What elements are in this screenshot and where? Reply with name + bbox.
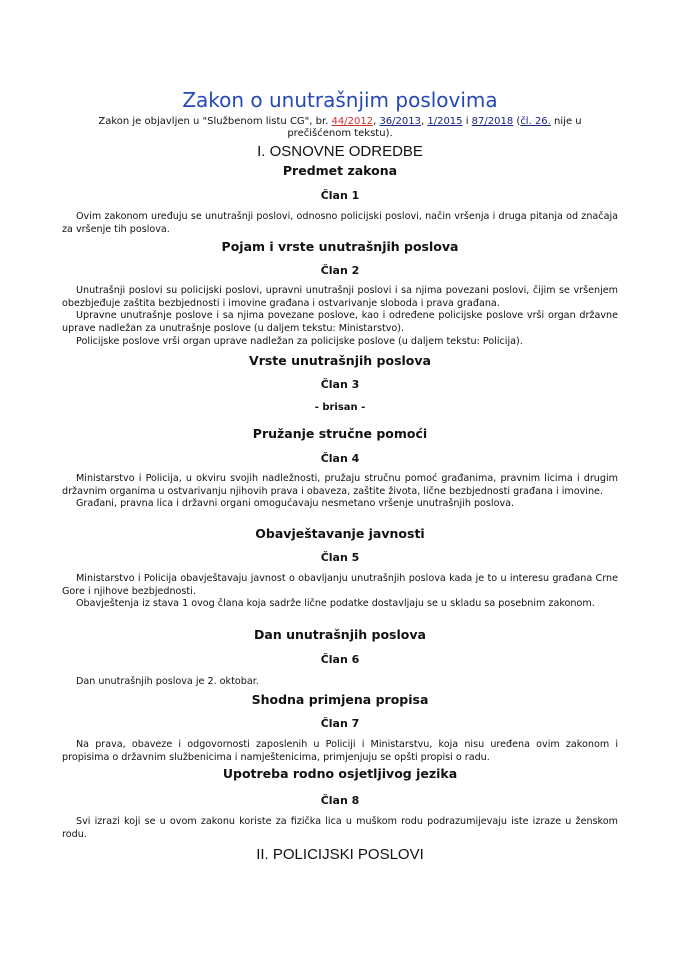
article-heading: Vrste unutrašnjih poslova [249, 353, 431, 368]
sep: , [373, 116, 380, 127]
paragraph: Unutrašnji poslovi su policijski poslovi, upravni unutrašnji poslovi i sa njima povezani poslovi, čijim se vršenjem obezbjeđuje zaštita bezbjednosti i imovine građana i ostvarivanje sloboda i prava građana. [62, 285, 618, 309]
article-number: Član 2 [320, 264, 360, 277]
article-heading: Shodna primjena propisa [251, 692, 429, 707]
gazette-link-2012[interactable]: 44/2012 [331, 116, 374, 127]
gazette-link-2013[interactable]: 36/2013 [379, 116, 421, 127]
sep: , [420, 116, 428, 127]
document-title: Zakon o unutrašnjim poslovima [182, 88, 498, 112]
article-number: Član 6 [320, 653, 360, 666]
paragraph: Dan unutrašnjih poslova je 2. oktobar. [76, 676, 259, 687]
article-body [62, 739, 618, 764]
article-heading: Obavještavanje javnosti [255, 526, 425, 541]
paragraph: Na prava, obaveze i odgovornosti zaposlenih u Policiji i Ministarstvu, koja nisu uređena ovim zakonom i propisima o državnim službenicima i namještenicima, primjenjuju se opšti propisi o radu. [62, 739, 618, 763]
article-number: Član 3 [320, 378, 360, 391]
paragraph: Ovim zakonom uređuju se unutrašnji poslovi, odnosno policijski poslovi, način vršenja i druga pitanja od značaja za vršenje tih poslova. [62, 211, 618, 235]
article-body [62, 573, 618, 611]
section-heading-1: I. OSNOVNE ODREDBE [257, 143, 423, 160]
publication-text: Zakon je objavljen u "Službenom listu CG", br. [98, 116, 332, 127]
article-heading: Pojam i vrste unutrašnjih poslova [221, 239, 459, 254]
sep: i [462, 116, 472, 127]
article-body [62, 676, 618, 689]
article-number: Član 1 [320, 189, 360, 202]
section-heading-2: II. POLICIJSKI POSLOVI [256, 846, 424, 863]
article-heading: Dan unutrašnjih poslova [254, 627, 426, 642]
sep: ( [513, 116, 521, 127]
article-26-link[interactable]: čl. 26. [520, 116, 551, 127]
gazette-link-2015[interactable]: 1/2015 [427, 116, 463, 127]
article-heading: Pružanje stručne pomoći [252, 426, 428, 441]
article-number: Član 5 [320, 551, 360, 564]
article-body [62, 473, 618, 511]
article-number: Član 7 [320, 717, 360, 730]
paragraph: Upravne unutrašnje poslove i sa njima povezane poslove, kao i određene policijske poslove vrši organ državne uprave nadležan za unutrašnje poslove (u daljem tekstu: Ministarstvo). [62, 310, 618, 335]
article-body [62, 816, 618, 841]
paragraph: Obavještenja iz stava 1 ovog člana koja sadrže lične podatke dostavljaju se u skladu sa posebnim zakonom. [76, 598, 595, 610]
article-heading: Predmet zakona [282, 163, 398, 178]
paragraph: Ministarstvo i Policija obavještavaju javnost o obavljanju unutrašnjih poslova kada je to u interesu građana Crne Gore i njihove bezbjednosti. [62, 573, 618, 597]
publication-note [70, 116, 610, 139]
article-body [62, 285, 618, 349]
paragraph: Ministarstvo i Policija, u okviru svojih nadležnosti, pružaju stručnu pomoć građanima, pravnim licima i drugim državnim organima u ostvarivanju njihovih prava i obaveza, zaštite života, lične bezbjednosti građana i imovine. [62, 473, 618, 497]
article-number: Član 4 [320, 452, 360, 465]
publication-text-end: nije u prečišćenom tekstu). [287, 116, 582, 139]
article-number: Član 8 [320, 794, 360, 807]
paragraph: Građani, pravna lica i državni organi omogućavaju nesmetano vršenje unutrašnjih poslova. [76, 498, 515, 510]
article-body [62, 211, 618, 236]
deleted-note: - brisan - [314, 402, 366, 413]
gazette-link-2018[interactable]: 87/2018 [471, 116, 514, 127]
article-heading: Upotreba rodno osjetljivog jezika [222, 766, 458, 781]
paragraph: Svi izrazi koji se u ovom zakonu koriste za fizička lica u muškom rodu podrazumijevaju iste izraze u ženskom rodu. [62, 816, 618, 840]
paragraph: Policijske poslove vrši organ uprave nadležan za policijske poslove (u daljem tekstu: Policija). [76, 335, 523, 347]
